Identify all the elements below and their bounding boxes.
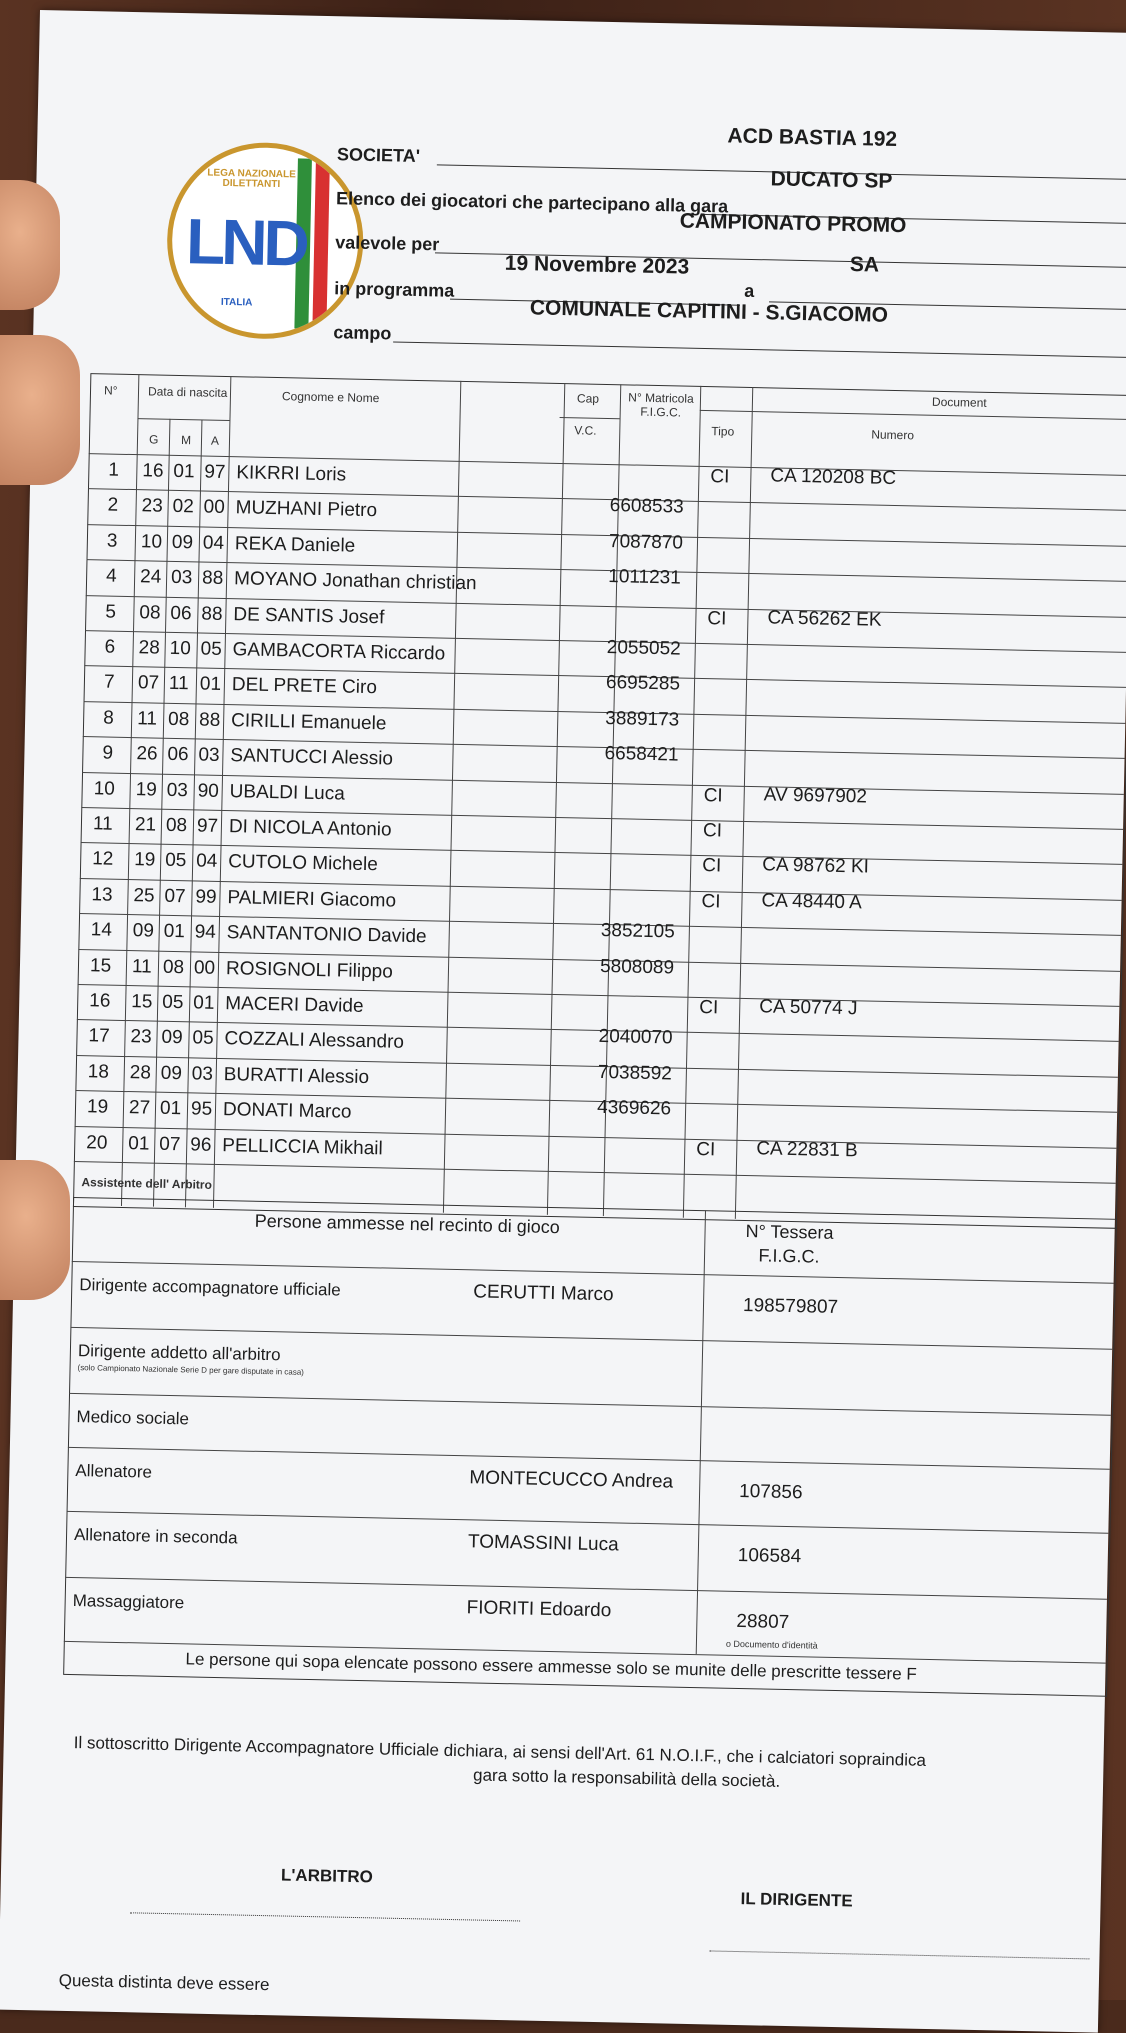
thumb-finger — [0, 180, 60, 310]
player-number: 6 — [104, 636, 116, 658]
player-matricola: 2055052 — [606, 637, 681, 660]
document-type: CI — [696, 1138, 716, 1160]
birth-year: 01 — [193, 992, 215, 1014]
player-matricola: 2040070 — [598, 1026, 673, 1049]
campo-value: COMUNALE CAPITINI - S.GIACOMO — [529, 296, 889, 327]
birth-year: 04 — [195, 850, 218, 873]
tessera-header: N° Tessera F.I.G.C. — [745, 1221, 834, 1267]
player-number: 3 — [106, 530, 118, 552]
birth-day: 08 — [139, 601, 161, 624]
player-number: 4 — [105, 565, 117, 587]
birth-year: 04 — [202, 532, 225, 554]
player-name: CUTOLO Michele — [227, 851, 378, 876]
valevole-value: CAMPIONATO PROMO — [679, 209, 907, 238]
player-name: SANTUCCI Alessio — [230, 745, 394, 770]
logo-country-text: ITALIA — [220, 296, 253, 309]
birth-day: 16 — [142, 460, 164, 482]
player-matricola: 6608533 — [609, 495, 684, 518]
player-number: 13 — [91, 884, 113, 906]
player-number: 9 — [102, 742, 114, 764]
col-header-m: M — [180, 433, 192, 448]
birth-year: 88 — [198, 709, 221, 731]
player-name: PELLICCIA Mikhail — [222, 1134, 383, 1160]
player-name: MOYANO Jonathan christian — [233, 568, 477, 595]
birth-day: 25 — [133, 884, 155, 907]
declaration-line-1: Il sottoscritto Dirigente Accompagnatore Ufficiale dichiara, ai sensi dell'Art. 61 N.O.I.F., che i calciatori sopraindica — [73, 1733, 927, 1770]
birth-month: 09 — [161, 1027, 183, 1049]
birth-year: 95 — [190, 1098, 213, 1121]
declaration-line-2: gara sotto la responsabilità della società. — [472, 1765, 781, 1791]
col-header-name: Cognome e Nome — [281, 389, 380, 406]
col-header-tipo: Tipo — [711, 424, 735, 439]
birth-year: 03 — [198, 744, 220, 767]
col-header-n: N° — [103, 383, 118, 398]
player-name: SANTANTONIO Davide — [226, 922, 427, 948]
staff-tessera: 106584 — [737, 1544, 802, 1568]
bottom-note: Questa distinta deve essere — [58, 1970, 270, 1995]
doc-note: o Documento d'identità — [725, 1638, 818, 1651]
staff-role: Massaggiatore — [72, 1591, 185, 1613]
a-label: a — [744, 280, 755, 302]
player-name: REKA Daniele — [234, 532, 356, 557]
player-number: 12 — [92, 848, 114, 871]
birth-month: 09 — [160, 1062, 183, 1084]
birth-day: 24 — [139, 566, 162, 588]
staff-table-footer: Le persone qui sopa elencate possono essere ammesse solo se munite delle prescritte tessere F — [185, 1649, 917, 1684]
a-value: SA — [849, 253, 880, 277]
player-matricola: 5808089 — [599, 955, 675, 979]
birth-year: 88 — [201, 603, 223, 625]
staff-tessera: 28807 — [736, 1610, 790, 1634]
col-header-numero: Numero — [871, 427, 915, 443]
player-name: GAMBACORTA Riccardo — [232, 639, 446, 665]
player-number: 11 — [92, 813, 113, 835]
staff-role: Medico sociale — [76, 1407, 190, 1429]
birth-year: 00 — [193, 957, 216, 979]
birth-year: 05 — [192, 1027, 214, 1050]
player-matricola: 3852105 — [600, 920, 676, 943]
document-type: CI — [710, 466, 730, 488]
birth-day: 23 — [141, 495, 163, 518]
document-type: CI — [703, 784, 723, 807]
birth-year: 88 — [201, 567, 224, 590]
document-type: CI — [701, 890, 721, 913]
player-name: DEL PRETE Ciro — [231, 674, 378, 699]
player-name: DI NICOLA Antonio — [228, 816, 392, 841]
birth-year: 94 — [194, 921, 217, 944]
birth-month: 08 — [167, 708, 190, 731]
birth-day: 19 — [133, 849, 156, 871]
staff-role-note: (solo Campionato Nazionale Serie D per gare disputate in casa) — [77, 1363, 304, 1377]
gara-value: DUCATO SP — [770, 167, 893, 193]
birth-month: 01 — [159, 1097, 182, 1120]
player-number: 19 — [86, 1096, 109, 1118]
birth-day: 09 — [132, 920, 155, 942]
programma-label: in programma — [334, 278, 455, 301]
col-header-a: A — [210, 433, 220, 448]
col-header-matricola: N° Matricola F.I.G.C. — [628, 390, 694, 420]
birth-month: 10 — [169, 637, 192, 660]
birth-month: 03 — [166, 779, 189, 801]
birth-month: 05 — [164, 850, 187, 872]
player-number: 14 — [90, 919, 113, 941]
player-matricola: 4369626 — [596, 1097, 672, 1120]
birth-day: 28 — [138, 637, 161, 659]
player-number: 20 — [86, 1131, 108, 1154]
document-type: CI — [707, 607, 727, 630]
player-matricola: 7038592 — [597, 1061, 673, 1085]
player-number: 1 — [108, 459, 120, 481]
player-name: KIKRRI Loris — [236, 462, 347, 486]
birth-year: 96 — [190, 1133, 212, 1156]
societa-value: ACD BASTIA 192 — [727, 124, 898, 151]
staff-role: Allenatore — [75, 1461, 153, 1482]
staff-role: Allenatore in seconda — [73, 1525, 238, 1548]
player-matricola: 3889173 — [605, 707, 680, 731]
birth-year: 03 — [191, 1063, 214, 1085]
birth-year: 01 — [199, 673, 222, 696]
player-name: UBALDI Luca — [229, 780, 346, 805]
birth-day: 23 — [130, 1026, 152, 1048]
player-number: 7 — [103, 671, 115, 694]
player-name: DE SANTIS Josef — [233, 603, 385, 628]
player-name: DONATI Marco — [222, 1099, 352, 1123]
col-header-g: G — [148, 432, 159, 447]
col-header-vc: V.C. — [574, 423, 597, 438]
logo-top-text: LEGA NAZIONALE DILETTANTI — [207, 167, 296, 191]
dirigente-label: IL DIRIGENTE — [740, 1889, 853, 1911]
birth-day: 11 — [131, 955, 152, 978]
staff-name: TOMASSINI Luca — [467, 1531, 619, 1556]
birth-year: 90 — [197, 780, 220, 802]
player-name: MUZHANI Pietro — [235, 497, 378, 522]
document-number: AV 9697902 — [763, 783, 868, 808]
player-number: 16 — [89, 990, 111, 1012]
assistente-label: Assistente dell' Arbitro — [81, 1175, 213, 1192]
index-finger — [0, 335, 80, 485]
elenco-label: Elenco dei giocatori che partecipano alla gara — [335, 188, 729, 217]
birth-day: 15 — [131, 991, 153, 1013]
document-type: CI — [701, 855, 722, 877]
birth-month: 02 — [172, 496, 194, 518]
birth-month: 03 — [170, 567, 193, 589]
player-name: MACERI Davide — [225, 993, 364, 1017]
staff-role: Dirigente addetto all'arbitro — [77, 1341, 281, 1365]
valevole-label: valevole per — [334, 232, 440, 255]
document-number: CA 98762 KI — [762, 854, 870, 878]
player-number: 18 — [87, 1061, 110, 1083]
player-name: ROSIGNOLI Filippo — [225, 957, 393, 983]
birth-month: 05 — [162, 991, 184, 1014]
staff-tessera: 198579807 — [742, 1295, 839, 1318]
col-header-cap: Cap — [576, 391, 600, 406]
col-header-documenti: Document — [931, 394, 987, 410]
birth-month: 07 — [159, 1133, 181, 1155]
arbitro-signature-line — [130, 1912, 520, 1921]
document-number: CA 48440 A — [761, 890, 863, 914]
team-sheet-paper — [0, 10, 1126, 2033]
document-type: CI — [702, 820, 723, 842]
player-matricola: 6695285 — [605, 672, 681, 695]
player-number: 10 — [93, 777, 116, 800]
document-number: CA 50774 J — [759, 996, 858, 1020]
staff-table-title: Persone ammesse nel recinto di gioco — [254, 1210, 560, 1238]
birth-year: 97 — [196, 815, 219, 837]
birth-month: 11 — [168, 673, 189, 695]
birth-month: 06 — [170, 602, 192, 624]
player-matricola: 7087870 — [608, 530, 684, 554]
birth-month: 06 — [167, 744, 189, 766]
document-number: CA 56262 EK — [767, 606, 882, 631]
birth-month: 07 — [164, 885, 186, 908]
dirigente-signature-line — [709, 1950, 1089, 1959]
staff-name: FIORITI Edoardo — [466, 1597, 612, 1622]
birth-day: 10 — [140, 531, 163, 553]
staff-tessera: 107856 — [738, 1480, 803, 1504]
player-name: CIRILLI Emanuele — [230, 709, 387, 735]
birth-day: 27 — [128, 1097, 151, 1119]
player-number: 2 — [107, 494, 119, 517]
birth-day: 28 — [129, 1061, 152, 1084]
player-name: COZZALI Alessandro — [224, 1028, 405, 1054]
birth-day: 11 — [136, 707, 158, 730]
birth-month: 01 — [173, 460, 195, 483]
campo-label: campo — [333, 322, 392, 344]
birth-day: 19 — [135, 778, 158, 801]
birth-year: 05 — [200, 638, 223, 660]
player-number: 17 — [88, 1025, 110, 1048]
col-header-birth: Data di nascita — [147, 384, 228, 401]
player-number: 8 — [102, 707, 114, 729]
birth-day: 26 — [136, 743, 158, 765]
document-number: CA 120208 BC — [770, 465, 897, 490]
document-type: CI — [699, 997, 719, 1019]
birth-month: 08 — [162, 956, 185, 978]
player-number: 5 — [105, 601, 117, 623]
player-name: PALMIERI Giacomo — [227, 886, 397, 912]
birth-year: 99 — [195, 886, 217, 908]
birth-day: 21 — [134, 814, 157, 836]
societa-label: SOCIETA' — [336, 144, 421, 166]
date-value: 19 Novembre 2023 — [504, 251, 690, 279]
arbitro-label: L'ARBITRO — [280, 1865, 374, 1887]
birth-day: 01 — [128, 1132, 150, 1155]
staff-role: Dirigente accompagnatore ufficiale — [79, 1275, 341, 1300]
birth-year: 00 — [203, 496, 225, 519]
lower-finger — [0, 1160, 70, 1300]
staff-name: MONTECUCCO Andrea — [469, 1467, 674, 1493]
birth-month: 08 — [165, 814, 188, 837]
birth-month: 09 — [171, 531, 194, 554]
birth-year: 97 — [204, 461, 226, 483]
birth-month: 01 — [163, 920, 186, 943]
player-name: BURATTI Alessio — [223, 1063, 370, 1088]
player-matricola: 6658421 — [604, 743, 679, 766]
player-matricola: 1011231 — [608, 566, 682, 589]
logo-lnd-text: LND — [185, 205, 307, 280]
document-number: CA 22831 B — [756, 1137, 858, 1161]
birth-day: 07 — [137, 672, 160, 695]
player-number: 15 — [89, 954, 112, 977]
staff-name: CERUTTI Marco — [473, 1281, 614, 1306]
